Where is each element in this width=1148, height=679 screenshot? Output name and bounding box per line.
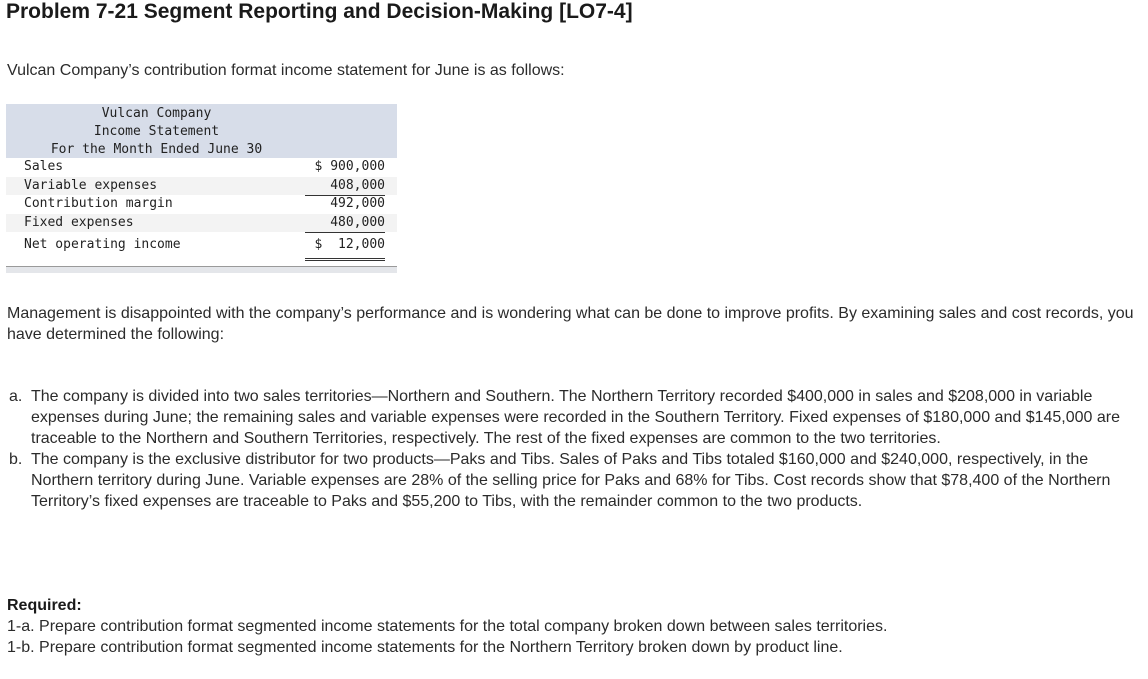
row-value: 408,000 [305, 177, 385, 196]
statement-period: For the Month Ended June 30 [50, 142, 263, 157]
row-label: Fixed expenses [24, 214, 134, 230]
list-marker: b. [9, 451, 23, 468]
statement-row-variable-expenses [6, 177, 397, 196]
statement-header [6, 104, 397, 158]
list-item-text: The company is divided into two sales territories—Northern and Southern. The Northern Territory recorded $400,000 in sales and $208,000 in variable expenses during June; the remaining sales and variable expenses were recorded in the Southern Territory. Fixed expenses of $180,000 and $145,000 are traceable to the Northern and Southern Territories, respectively. The rest of the fixed expenses are common to the two territories. [31, 388, 1120, 447]
row-value: 480,000 [305, 214, 385, 233]
statement-company: Vulcan Company [101, 106, 212, 121]
statement-footer-bar [6, 266, 397, 273]
list-marker: a. [9, 388, 23, 405]
statement-row-net-operating-income [6, 232, 397, 256]
management-paragraph: Management is disappointed with the company’s performance and is wondering what can be done to improve profits. By examining sales and cost records, you have determined the following: [7, 305, 1134, 343]
required-heading: Required: [7, 597, 82, 614]
row-value: 492,000 [330, 196, 385, 211]
row-label: Net operating income [24, 237, 181, 252]
row-label: Contribution margin [24, 196, 173, 211]
statement-name: Income Statement [93, 124, 220, 139]
list-item-text: The company is the exclusive distributor for two products—Paks and Tibs. Sales of Paks and Tibs totaled $160,000 and $240,000, respectively, in the Northern territory during June. Variable expenses are 28% of the selling price for Paks and 68% for Tibs. Cost records show that $78,400 of the Northern Territory’s fixed expenses are traceable to Paks and $55,200 to Tibs, with the remainder common to the two products. [31, 451, 1111, 510]
problem-title: Problem 7-21 Segment Reporting and Decision-Making [LO7-4] [6, 0, 633, 23]
row-value: $ 12,000 [305, 232, 385, 261]
row-value: $ 900,000 [314, 159, 385, 174]
statement-row-sales [6, 158, 397, 177]
statement-row-contribution-margin [6, 195, 397, 214]
statement-row-fixed-expenses [6, 214, 397, 233]
income-statement-table [6, 104, 397, 274]
row-label: Variable expenses [24, 177, 158, 193]
required-line-1a: 1-a. Prepare contribution format segmented income statements for the total company broken down between sales territories. [7, 618, 888, 635]
required-line-1b: 1-b. Prepare contribution format segmented income statements for the Northern Territory broken down by product line. [7, 639, 843, 656]
list-item [8, 449, 1140, 512]
intro-text: Vulcan Company’s contribution format income statement for June is as follows: [7, 62, 565, 79]
row-label: Sales [24, 159, 64, 174]
required-section [7, 595, 1137, 658]
list-item [8, 386, 1140, 449]
facts-list [8, 386, 1140, 512]
